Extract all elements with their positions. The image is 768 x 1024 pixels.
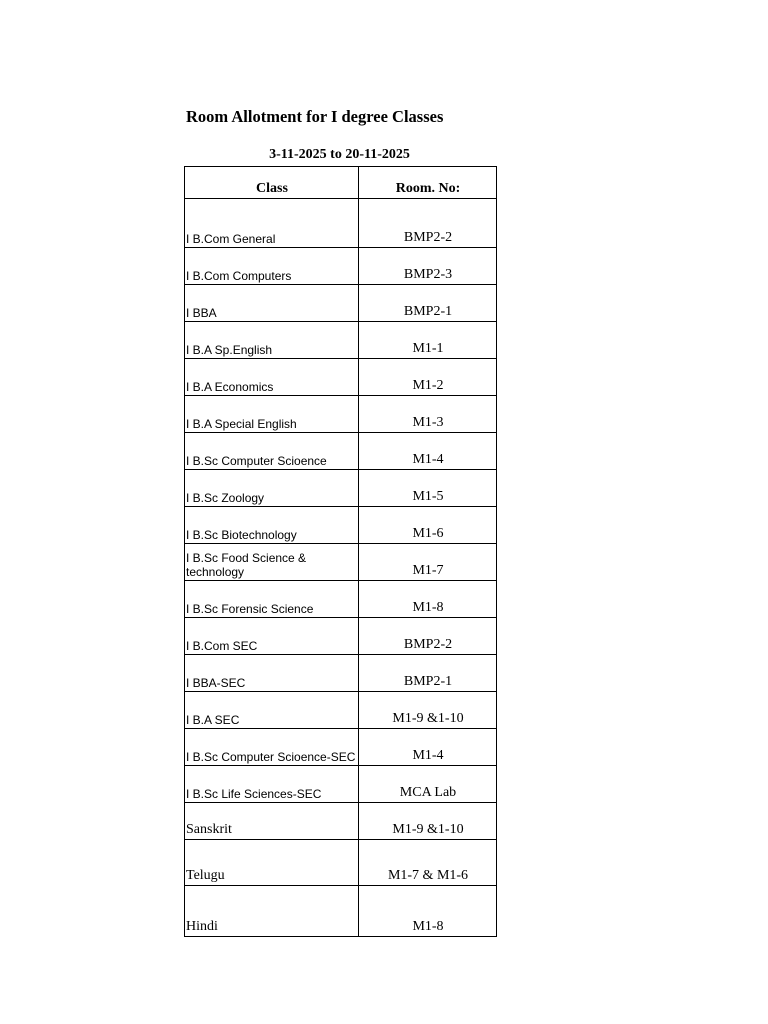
class-cell: I B.Sc Computer Scioence xyxy=(185,433,359,470)
room-cell: M1-7 xyxy=(359,544,497,581)
table-row xyxy=(185,544,497,581)
class-cell: I BBA-SEC xyxy=(185,655,359,692)
table-row xyxy=(185,285,497,322)
class-cell: I BBA xyxy=(185,285,359,322)
room-cell: BMP2-1 xyxy=(359,285,497,322)
class-cell: I B.A Sp.English xyxy=(185,322,359,359)
table-row xyxy=(185,886,497,937)
table-row xyxy=(185,840,497,886)
table-row xyxy=(185,507,497,544)
room-cell: M1-4 xyxy=(359,433,497,470)
class-cell: Hindi xyxy=(185,886,359,937)
table-row xyxy=(185,359,497,396)
class-cell: I B.Sc Life Sciences-SEC xyxy=(185,766,359,803)
class-cell: I B.Com General xyxy=(185,199,359,248)
class-cell: I B.A SEC xyxy=(185,692,359,729)
column-header-room: Room. No: xyxy=(359,167,497,199)
room-cell: BMP2-2 xyxy=(359,618,497,655)
class-cell: I B.Sc Biotechnology xyxy=(185,507,359,544)
document-title: Room Allotment for I degree Classes xyxy=(186,107,444,126)
date-range: 3-11-2025 to 20-11-2025 xyxy=(269,147,410,162)
class-cell: I B.A Special English xyxy=(185,396,359,433)
room-cell: BMP2-2 xyxy=(359,199,497,248)
class-cell: I B.A Economics xyxy=(185,359,359,396)
table-row xyxy=(185,618,497,655)
class-cell: I B.Com SEC xyxy=(185,618,359,655)
room-cell: M1-4 xyxy=(359,729,497,766)
class-cell: I B.Sc Food Science & technology xyxy=(185,544,359,581)
room-cell: M1-9 &1-10 xyxy=(359,692,497,729)
table-row xyxy=(185,199,497,248)
table-row xyxy=(185,581,497,618)
table-row xyxy=(185,729,497,766)
table-row xyxy=(185,803,497,840)
room-cell: M1-9 &1-10 xyxy=(359,803,497,840)
table-header-row xyxy=(185,167,497,199)
class-cell: I B.Sc Forensic Science xyxy=(185,581,359,618)
class-cell: Telugu xyxy=(185,840,359,886)
class-cell: I B.Sc Computer Scioence-SEC xyxy=(185,729,359,766)
class-cell: I B.Com Computers xyxy=(185,248,359,285)
table-row xyxy=(185,766,497,803)
class-cell: I B.Sc Zoology xyxy=(185,470,359,507)
class-cell: Sanskrit xyxy=(185,803,359,840)
room-cell: M1-3 xyxy=(359,396,497,433)
room-cell: BMP2-3 xyxy=(359,248,497,285)
table-row xyxy=(185,322,497,359)
room-cell: MCA Lab xyxy=(359,766,497,803)
room-cell: M1-6 xyxy=(359,507,497,544)
room-cell: M1-7 & M1-6 xyxy=(359,840,497,886)
room-cell: M1-8 xyxy=(359,581,497,618)
table-row xyxy=(185,655,497,692)
room-cell: M1-8 xyxy=(359,886,497,937)
room-cell: M1-2 xyxy=(359,359,497,396)
room-cell: M1-5 xyxy=(359,470,497,507)
room-allotment-table xyxy=(184,166,497,937)
table-row xyxy=(185,470,497,507)
table-row xyxy=(185,433,497,470)
room-cell: BMP2-1 xyxy=(359,655,497,692)
table-row xyxy=(185,396,497,433)
room-cell: M1-1 xyxy=(359,322,497,359)
table-row xyxy=(185,248,497,285)
table-row xyxy=(185,692,497,729)
column-header-class: Class xyxy=(185,167,359,199)
